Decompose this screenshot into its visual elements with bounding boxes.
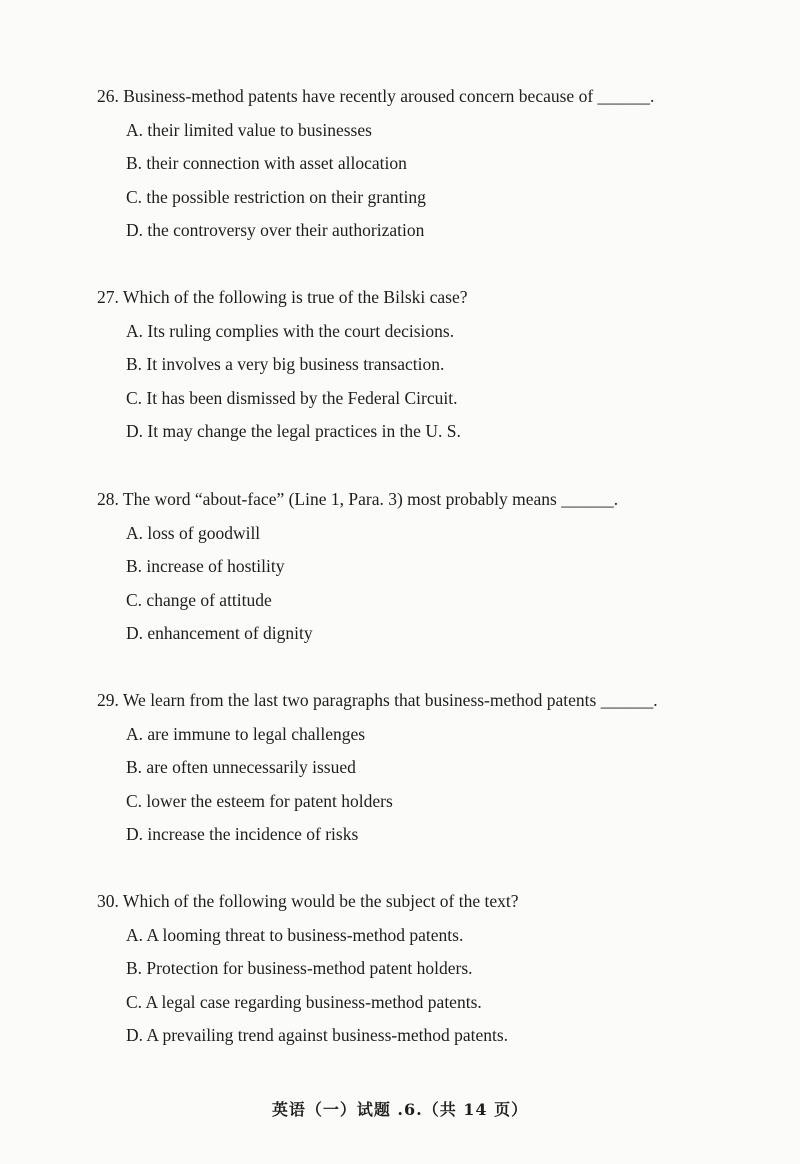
question-stem: 29. We learn from the last two paragraphs that business-method patents ______.	[97, 690, 658, 710]
page-footer: 英语（一）试题 .6.（共 14 页）	[271, 1100, 529, 1119]
question-stem: 27. Which of the following is true of the Bilski case?	[97, 287, 468, 307]
option-b: B. their connection with asset allocation	[126, 153, 407, 174]
option-a: A. loss of goodwill	[126, 522, 261, 543]
option-b: B. It involves a very big business transaction.	[126, 354, 445, 375]
option-c: C. change of attitude	[126, 589, 272, 610]
option-d: D. enhancement of dignity	[126, 623, 313, 644]
question-stem: 26. Business-method patents have recently aroused concern because of ______.	[97, 86, 655, 106]
question-30	[97, 889, 757, 1047]
question-stem: 28. The word “about-face” (Line 1, Para. 3) most probably means ______.	[97, 489, 619, 509]
option-c: C. lower the esteem for patent holders	[126, 790, 393, 811]
option-a: A. Its ruling complies with the court decisions.	[126, 320, 455, 341]
question-29	[97, 688, 757, 846]
option-a: A. A looming threat to business-method patents.	[126, 924, 464, 945]
option-b: B. increase of hostility	[126, 556, 285, 577]
option-d: D. increase the incidence of risks	[126, 824, 359, 845]
question-27	[97, 285, 757, 443]
option-d: D. A prevailing trend against business-method patents.	[126, 1025, 509, 1046]
option-a: A. are immune to legal challenges	[126, 723, 366, 744]
option-b: B. are often unnecessarily issued	[126, 757, 356, 778]
option-a: A. their limited value to businesses	[126, 119, 372, 140]
option-c: C. A legal case regarding business-method patents.	[126, 991, 482, 1012]
option-d: D. It may change the legal practices in the U. S.	[126, 421, 461, 442]
option-b: B. Protection for business-method patent holders.	[126, 958, 473, 979]
option-c: C. the possible restriction on their granting	[126, 186, 426, 207]
question-stem: 30. Which of the following would be the subject of the text?	[97, 891, 519, 911]
question-26	[97, 84, 757, 242]
question-28	[97, 487, 757, 645]
option-d: D. the controversy over their authorization	[126, 220, 425, 241]
option-c: C. It has been dismissed by the Federal Circuit.	[126, 387, 458, 408]
